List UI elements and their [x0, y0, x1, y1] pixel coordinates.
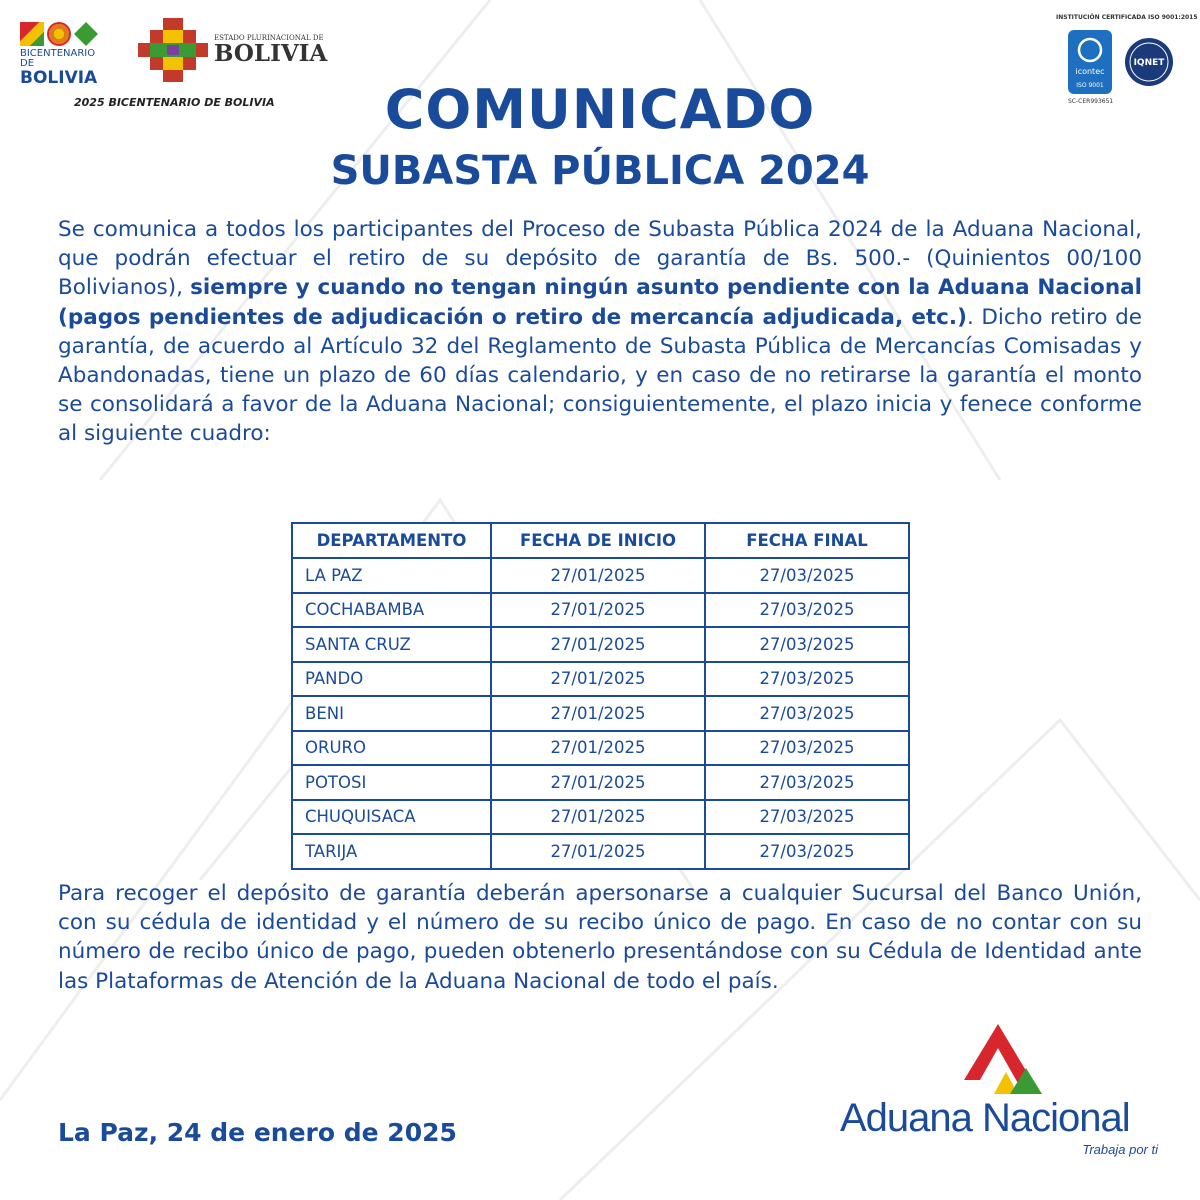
cell-departamento: ORURO — [292, 731, 491, 766]
cell-fecha-inicio: 27/01/2025 — [491, 627, 705, 662]
estado-big-label: BOLIVIA — [214, 40, 328, 67]
cell-fecha-inicio: 27/01/2025 — [491, 731, 705, 766]
cell-fecha-inicio: 27/01/2025 — [491, 662, 705, 697]
bicentenario-caption: 2025 BICENTENARIO DE BOLIVIA — [74, 96, 275, 109]
table-row — [292, 765, 909, 800]
cell-fecha-inicio: 27/01/2025 — [491, 834, 705, 869]
page-title: COMUNICADO — [384, 78, 816, 141]
instructions-paragraph: Para recoger el depósito de garantía deberán apersonarse a cualquier Sucursal del Banco Unión, con su cédula de identidad y el número de su recibo único de pago. En caso de no contar con su número de recibo único de pago, pueden obtenerlo presentándose con su Cédula de Identidad ante las Plataformas de Atención de la Aduana Nacional de todo el país. — [58, 881, 1142, 994]
cell-fecha-inicio: 27/01/2025 — [491, 765, 705, 800]
cell-departamento: TARIJA — [292, 834, 491, 869]
icontec-label: icontec — [1075, 67, 1105, 76]
header-fecha-inicio: FECHA DE INICIO — [491, 523, 705, 558]
aduana-triangle-icon — [840, 1022, 1160, 1102]
iqnet-label: IQNET — [1133, 58, 1165, 68]
table-row — [292, 662, 909, 697]
certification-caption: INSTITUCIÓN CERTIFICADA ISO 9001:2015 — [1056, 14, 1198, 21]
table-row — [292, 593, 909, 628]
cell-fecha-inicio: 27/01/2025 — [491, 800, 705, 835]
cell-fecha-inicio: 27/01/2025 — [491, 593, 705, 628]
cell-fecha-final: 27/03/2025 — [705, 765, 909, 800]
cell-departamento: CHUQUISACA — [292, 800, 491, 835]
cell-departamento: BENI — [292, 696, 491, 731]
cell-fecha-final: 27/03/2025 — [705, 696, 909, 731]
table-row — [292, 800, 909, 835]
aduana-name-label: Aduana Nacional — [840, 1096, 1130, 1140]
header-departamento: DEPARTAMENTO — [292, 523, 491, 558]
bicentenario-sub-label: BICENTENARIO DE — [20, 48, 96, 69]
cell-departamento: LA PAZ — [292, 558, 491, 593]
aduana-slogan-label: Trabaja por ti — [1082, 1142, 1158, 1157]
table-row — [292, 558, 909, 593]
intro-text-part1: Se comunica a todos los participantes del Proceso de Subasta Pública 2024 de la Aduana Nacional, que podrán efectuar el retiro de su depósito de garantía de Bs. 500.- (Quinientos 00/100 Bolivianos), — [58, 217, 1142, 301]
cell-fecha-final: 27/03/2025 — [705, 834, 909, 869]
bicentenario-emblem-icon — [20, 22, 110, 46]
cell-fecha-final: 27/03/2025 — [705, 731, 909, 766]
table-row — [292, 696, 909, 731]
intro-text-bold: siempre y cuando no tengan ningún asunto pendiente con la Aduana Nacional (pagos pendientes de adjudicación o retiro de mercancía adjudicada, etc.) — [58, 275, 1143, 330]
iso-label: ISO 9001 — [1076, 82, 1104, 89]
table-row — [292, 627, 909, 662]
cell-departamento: SANTA CRUZ — [292, 627, 491, 662]
bicentenario-main-label: BOLIVIA — [20, 68, 98, 88]
cell-departamento: POTOSI — [292, 765, 491, 800]
cell-fecha-final: 27/03/2025 — [705, 662, 909, 697]
header-fecha-final: FECHA FINAL — [705, 523, 909, 558]
estado-plurinacional-logo — [138, 18, 327, 82]
cell-departamento: COCHABAMBA — [292, 593, 491, 628]
certification-code: SC-CER993651 — [1068, 98, 1114, 105]
page-subtitle: SUBASTA PÚBLICA 2024 — [330, 148, 870, 194]
intro-paragraph — [58, 215, 1142, 449]
table-row — [292, 731, 909, 766]
cell-fecha-final: 27/03/2025 — [705, 593, 909, 628]
estado-small-label: ESTADO PLURINACIONAL DE — [214, 34, 324, 42]
cell-fecha-final: 27/03/2025 — [705, 800, 909, 835]
table-row — [292, 834, 909, 869]
footer-date: La Paz, 24 de enero de 2025 — [58, 1118, 457, 1147]
cell-fecha-inicio: 27/01/2025 — [491, 696, 705, 731]
intro-text-part2: . Dicho retiro de garantía, de acuerdo al Artículo 32 del Reglamento de Subasta Pública de Mercancías Comisadas y Abandonadas, tiene un plazo de 60 días calendario, y en caso de no retirarse la garantía el monto se consolidará a favor de la Aduana Nacional; consiguientemente, el plazo inicia y fenece conforme al siguiente cuadro: — [58, 304, 1142, 447]
cell-fecha-inicio: 27/01/2025 — [491, 558, 705, 593]
cell-departamento: PANDO — [292, 662, 491, 697]
aduana-nacional-logo — [840, 1022, 1160, 1167]
cell-fecha-final: 27/03/2025 — [705, 558, 909, 593]
chakana-icon — [138, 18, 208, 82]
cell-fecha-final: 27/03/2025 — [705, 627, 909, 662]
table-header-row — [292, 523, 909, 558]
schedule-table — [291, 522, 910, 870]
